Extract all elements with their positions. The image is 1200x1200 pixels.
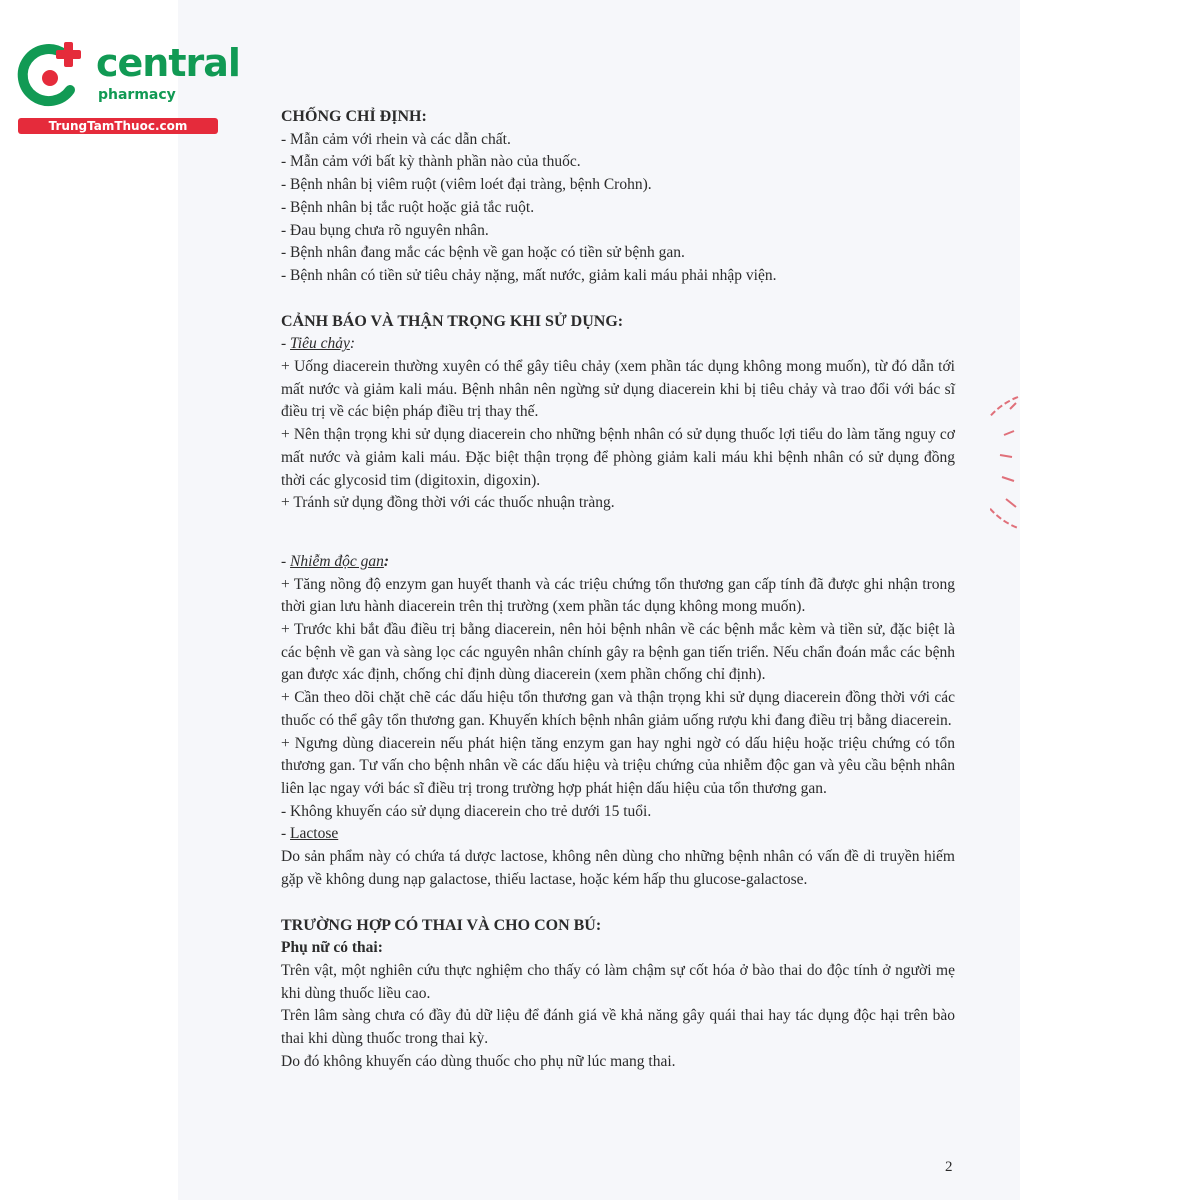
contraindication-item: - Bệnh nhân bị tắc ruột hoặc giả tắc ruột. (281, 198, 535, 216)
warning-paragraph: + Tăng nồng độ enzym gan huyết thanh và các triệu chứng tổn thương gan cấp tính đã được ghi nhận trong thời gian lưu hành diacerein trên thị trường (xem phần tác dụng không mong muốn). (281, 575, 955, 616)
warning-paragraph: + Nên thận trọng khi sử dụng diacerein cho những bệnh nhân có sử dụng thuốc lợi tiểu do làm tăng nguy cơ mất nước và giảm kali máu. Đặc biệt thận trọng để phòng giảm kali máu khi bệnh nhân có sử dụng đồng thời các glycosid tim (digitoxin, digoxin). (281, 426, 955, 489)
contraindications-heading: CHỐNG CHỈ ĐỊNH: (281, 108, 427, 125)
page-number: 2 (945, 1159, 953, 1175)
document-body (281, 106, 955, 1073)
warning-paragraph: Do sản phẩm này có chứa tá dược lactose, không nên dùng cho những bệnh nhân có vấn đề di truyền hiếm gặp về không dung nạp galactose, thiếu lactase, hoặc kém hấp thu glucose-galactose. (281, 848, 955, 888)
contraindication-item: - Đau bụng chưa rõ nguyên nhân. (281, 221, 489, 239)
logo-brand-name: central (96, 41, 240, 85)
warning-paragraph: - Không khuyến cáo sử dụng diacerein cho trẻ dưới 15 tuổi. (281, 802, 652, 820)
brand-logo[interactable] (8, 36, 240, 136)
warning-paragraph: + Tránh sử dụng đồng thời với các thuốc nhuận tràng. (281, 494, 615, 512)
liver-toxicity-subheading: - Nhiễm độc gan: (281, 552, 390, 570)
contraindication-item: - Bệnh nhân có tiền sử tiêu chảy nặng, mất nước, giảm kali máu phải nhập viện. (281, 266, 777, 284)
contraindication-item: - Mẫn cảm với bất kỳ thành phần nào của thuốc. (281, 153, 581, 171)
warning-paragraph: + Uống diacerein thường xuyên có thể gây tiêu chảy (xem phần tác dụng không mong muốn), từ đó dẫn tới mất nước và giảm kali máu. Bệnh nhân nên ngừng sử dụng diacerein khi bị tiêu chảy và trao đổi với bác sĩ điều trị về các biện pháp điều trị thay thế. (281, 358, 955, 421)
lactose-title: Lactose (290, 825, 339, 843)
pregnancy-paragraph: Trên vật, một nghiên cứu thực nghiệm cho thấy có làm chậm sự cốt hóa ở bào thai do độc tính ở người mẹ khi dùng thuốc liều cao. (281, 961, 955, 1002)
pregnant-women-subheading: Phụ nữ có thai: (281, 939, 383, 957)
red-stamp-fragment-icon (990, 395, 1022, 530)
contraindication-item: - Bệnh nhân bị viêm ruột (viêm loét đại tràng, bệnh Crohn). (281, 176, 652, 194)
pregnancy-heading: TRƯỜNG HỢP CÓ THAI VÀ CHO CON BÚ: (281, 916, 602, 934)
warnings-heading: CẢNH BÁO VÀ THẬN TRỌNG KHI SỬ DỤNG: (281, 312, 624, 330)
pregnancy-paragraph: Trên lâm sàng chưa có đầy đủ dữ liệu để đánh giá về khả năng gây quái thai hay tác dụng độc hại trên bào thai khi dùng thuốc trong thai kỳ. (281, 1007, 955, 1048)
diarrhea-subheading: - Tiêu chảy: (281, 335, 356, 353)
pharmacy-cross-logo-icon (12, 38, 88, 114)
liver-toxicity-title: Nhiễm độc gan (290, 552, 384, 570)
contraindication-item: - Bệnh nhân đang mắc các bệnh về gan hoặc có tiền sử bệnh gan. (281, 244, 685, 262)
warning-paragraph: + Trước khi bắt đầu điều trị bằng diacerein, nên hỏi bệnh nhân về các bệnh mắc kèm và tiền sử, đặc biệt là các bệnh về gan và sàng lọc các nguyên nhân chính gây ra bệnh gan tiến triển. Nếu chẩn đoán mắc các bệnh gan được xác định, chống chỉ định dùng diacerein (xem phần chống chỉ định). (281, 621, 955, 684)
diarrhea-title: Tiêu chảy (290, 335, 350, 353)
lactose-subheading: - Lactose (281, 825, 339, 843)
warning-paragraph: + Cần theo dõi chặt chẽ các dấu hiệu tổn thương gan và thận trọng khi sử dụng diacerein đồng thời với các thuốc có thể gây tổn thương gan. Khuyến khích bệnh nhân giảm uống rượu khi đang điều trị bằng diacerein. (281, 689, 955, 729)
contraindication-item: - Mẫn cảm với rhein và các dẫn chất. (281, 130, 511, 148)
logo-website-badge[interactable]: TrungTamThuoc.com (18, 118, 218, 134)
warning-paragraph: + Ngưng dùng diacerein nếu phát hiện tăng enzym gan hay nghi ngờ có dấu hiệu hoặc triệu chứng có tổn thương gan. Tư vấn cho bệnh nhân về các dấu hiệu và triệu chứng của nhiễm độc gan và yêu cầu bệnh nhân liên lạc ngay với bác sĩ điều trị trong trường hợp phát hiện dấu hiệu của tổn thương gan. (281, 734, 955, 797)
pregnancy-paragraph: Do đó không khuyến cáo dùng thuốc cho phụ nữ lúc mang thai. (281, 1052, 676, 1070)
logo-brand-subtitle: pharmacy (98, 87, 176, 103)
